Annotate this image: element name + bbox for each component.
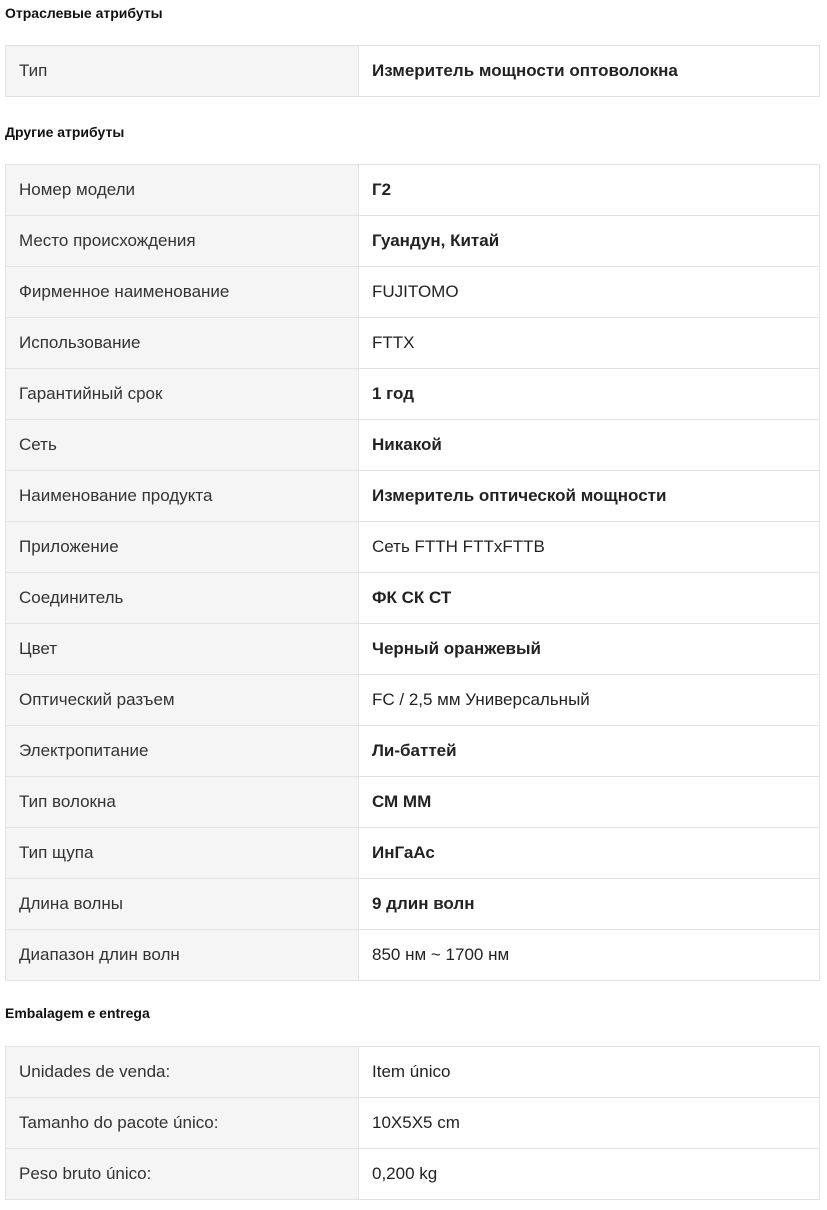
attribute-value: СМ ММ	[359, 777, 820, 828]
attribute-value: Гуандун, Китай	[359, 216, 820, 267]
table-row	[6, 573, 820, 624]
attribute-value: Г2	[359, 165, 820, 216]
attribute-value: Измеритель мощности оптоволокна	[359, 46, 820, 97]
attribute-value: Измеритель оптической мощности	[359, 471, 820, 522]
table-row	[6, 777, 820, 828]
attribute-value: ФК СК СТ	[359, 573, 820, 624]
table-row	[6, 1149, 820, 1200]
other-attributes-table	[5, 164, 820, 981]
table-row	[6, 675, 820, 726]
attribute-key: Номер модели	[6, 165, 359, 216]
attribute-value: 9 длин волн	[359, 879, 820, 930]
table-row	[6, 1047, 820, 1098]
table-row	[6, 267, 820, 318]
table-row	[6, 1098, 820, 1149]
attribute-key: Peso bruto único:	[6, 1149, 359, 1200]
attribute-key: Тип щупа	[6, 828, 359, 879]
attribute-value: FC / 2,5 мм Универсальный	[359, 675, 820, 726]
table-row	[6, 522, 820, 573]
table-row	[6, 828, 820, 879]
table-row	[6, 318, 820, 369]
attribute-key: Tamanho do pacote único:	[6, 1098, 359, 1149]
attribute-value: 10X5X5 cm	[359, 1098, 820, 1149]
attribute-value: Никакой	[359, 420, 820, 471]
attribute-value: 0,200 kg	[359, 1149, 820, 1200]
table-row	[6, 879, 820, 930]
table-row	[6, 624, 820, 675]
attribute-value: Item único	[359, 1047, 820, 1098]
attribute-value: 1 год	[359, 369, 820, 420]
attribute-key: Гарантийный срок	[6, 369, 359, 420]
table-row	[6, 471, 820, 522]
attribute-value: FTTX	[359, 318, 820, 369]
attribute-value: 850 нм ~ 1700 нм	[359, 930, 820, 981]
table-row	[6, 420, 820, 471]
attribute-key: Длина волны	[6, 879, 359, 930]
attribute-value: FUJITOMO	[359, 267, 820, 318]
attribute-key: Цвет	[6, 624, 359, 675]
table-row	[6, 930, 820, 981]
attribute-value: Сеть FTTH FTTxFTTB	[359, 522, 820, 573]
attribute-key: Приложение	[6, 522, 359, 573]
industry-attributes-table	[5, 45, 820, 97]
attribute-key: Тип волокна	[6, 777, 359, 828]
table-row	[6, 369, 820, 420]
table-row	[6, 46, 820, 97]
table-row	[6, 726, 820, 777]
attribute-key: Тип	[6, 46, 359, 97]
section-title-industry-attributes: Отраслевые атрибуты	[5, 5, 163, 21]
attribute-key: Сеть	[6, 420, 359, 471]
section-title-other-attributes: Другие атрибуты	[5, 124, 125, 140]
attribute-key: Наименование продукта	[6, 471, 359, 522]
attribute-value: Черный оранжевый	[359, 624, 820, 675]
attribute-key: Диапазон длин волн	[6, 930, 359, 981]
attribute-key: Электропитание	[6, 726, 359, 777]
attribute-key: Оптический разъем	[6, 675, 359, 726]
table-row	[6, 216, 820, 267]
section-title-packaging-delivery: Embalagem e entrega	[5, 1005, 150, 1021]
attribute-key: Unidades de venda:	[6, 1047, 359, 1098]
attribute-value: ИнГаАс	[359, 828, 820, 879]
attribute-key: Соединитель	[6, 573, 359, 624]
table-row	[6, 165, 820, 216]
attribute-value: Ли-баттей	[359, 726, 820, 777]
attribute-key: Место происхождения	[6, 216, 359, 267]
attribute-key: Использование	[6, 318, 359, 369]
packaging-delivery-table	[5, 1046, 820, 1200]
attribute-key: Фирменное наименование	[6, 267, 359, 318]
